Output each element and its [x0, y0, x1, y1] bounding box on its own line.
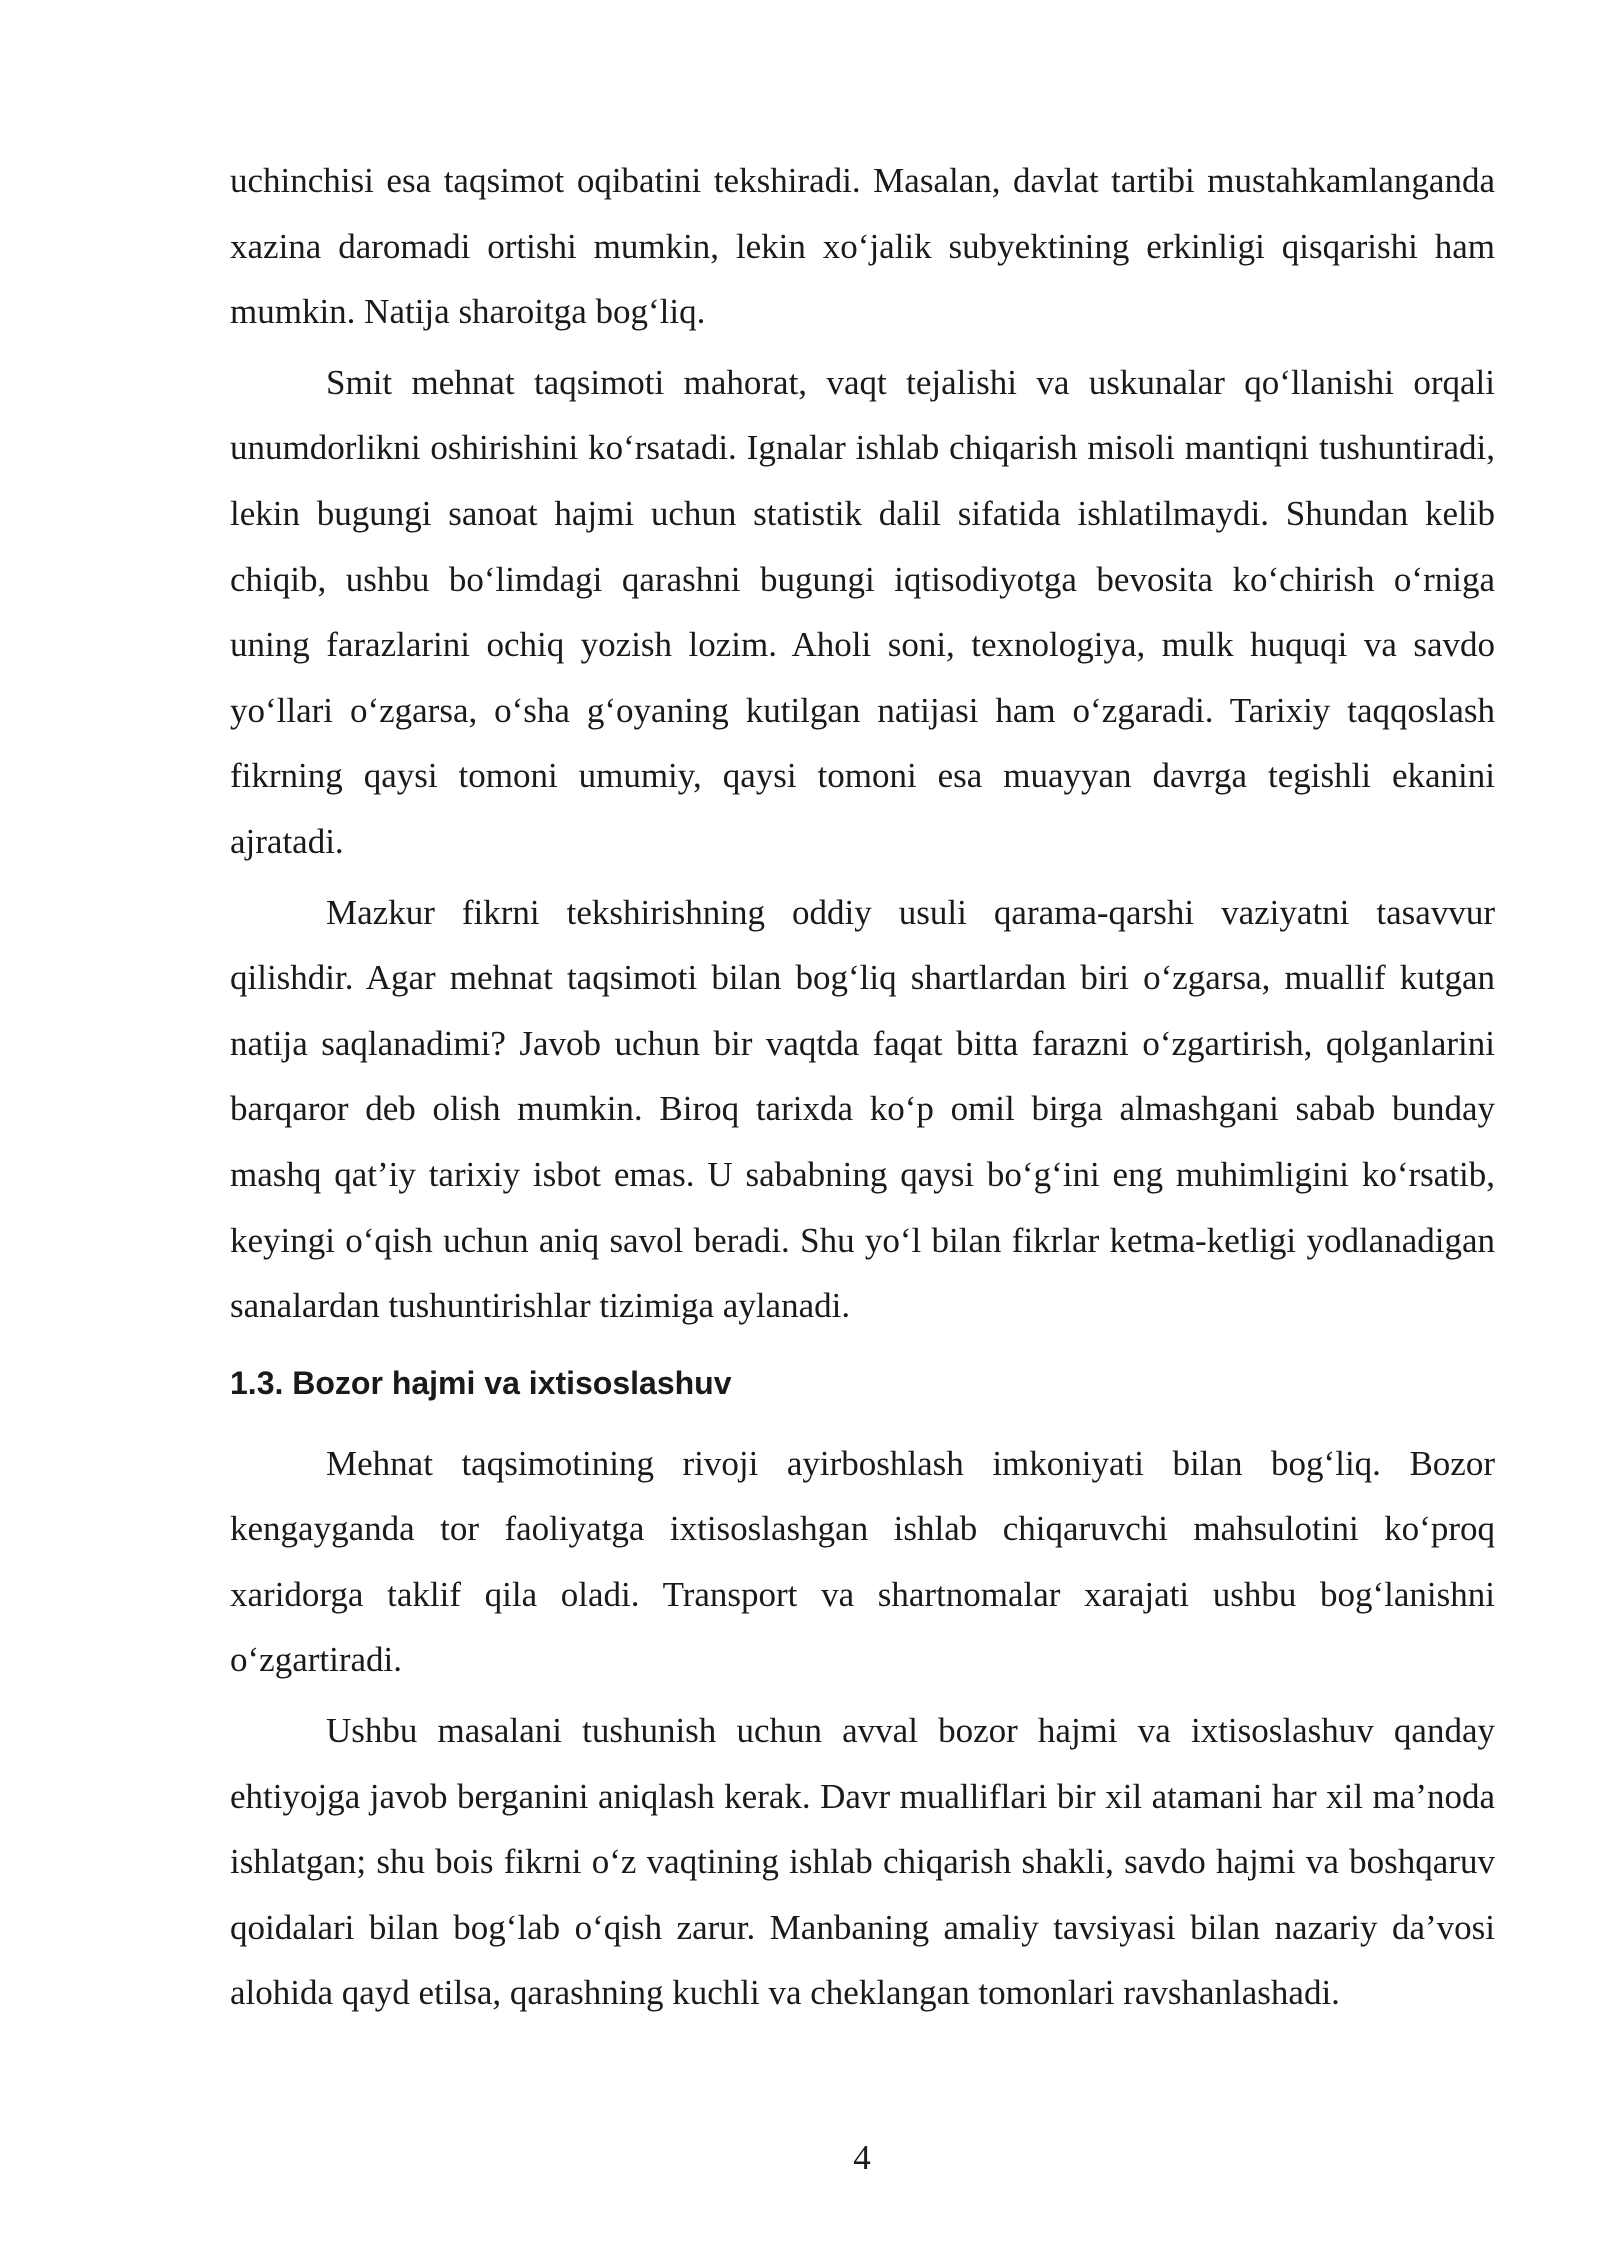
- paragraph-market-exchange: Mehnat taqsimotining rivoji ayirboshlash imkoniyati bilan bog‘liq. Bozor kengayganda tor faoliyatga ixtisoslashgan ishlab chiqaruvchi mahsulotini ko‘proq xaridorga taklif qila oladi. Transport va shartnomalar xarajati ushbu bog‘lanishni o‘zgartiradi.: [230, 1443, 1495, 1680]
- paragraph-market-size-context: Ushbu masalani tushunish uchun avval bozor hajmi va ixtisoslashuv qanday ehtiyojga javob berganini aniqlash kerak. Davr mualliflari bir xil atamani har xil ma’noda ishlatgan; shu bois fikrni o‘z vaqtining ishlab chiqarish shakli, savdo hajmi va boshqaruv qoidalari bilan bog‘lab o‘qish zarur. Manbaning amaliy tavsiyasi bilan nazariy da’vosi alohida qayd etilsa, qarashning kuchli va cheklangan tomonlari ravshanlashadi.: [230, 1711, 1495, 2013]
- paragraph-smith-division-of-labor: Smit mehnat taqsimoti mahorat, vaqt tejalishi va uskunalar qo‘llanishi orqali unumdorlikni oshirishini ko‘rsatadi. Ignalar ishlab chiqarish misoli mantiqni tushuntiradi, lekin bugungi sanoat hajmi uchun statistik dalil sifatida ishlatilmaydi. Shundan kelib chiqib, ushbu bo‘limdagi qarashni bugungi iqtisodiyotga bevosita ko‘chirish o‘rniga uning farazlarini ochiq yozish lozim. Aholi soni, texnologiya, mulk huquqi va savdo yo‘llari o‘zgarsa, o‘sha g‘oyaning kutilgan natijasi ham o‘zgaradi. Tarixiy taqqoslash fikrning qaysi tomoni umumiy, qaysi tomoni esa muayyan davrga tegishli ekanini ajratadi.: [230, 362, 1495, 861]
- section-heading: 1.3. Bozor hajmi va ixtisoslashuv: [230, 1364, 732, 1401]
- paragraph-counterfactual-method: Mazkur fikrni tekshirishning oddiy usuli qarama-qarshi vaziyatni tasavvur qilishdir. Agar mehnat taqsimoti bilan bog‘liq shartlardan biri o‘zgarsa, muallif kutgan natija saqlanadimi? Javob uchun bir vaqtda faqat bitta farazni o‘zgartirish, qolganlarini barqaror deb olish mumkin. Biroq tarixda ko‘p omil birga almashgani sabab bunday mashq qat’iy tarixiy isbot emas. U sababning qaysi bo‘g‘ini eng muhimligini ko‘rsatib, keyingi o‘qish uchun aniq savol beradi. Shu yo‘l bilan fikrlar ketma-ketligi yodlanadigan sanalardan tushuntirishlar tizimiga aylanadi.: [230, 892, 1495, 1326]
- page-body: [230, 148, 1495, 2031]
- paragraph-continuation: uchinchisi esa taqsimot oqibatini tekshiradi. Masalan, davlat tartibi mustahkamlanganda xazina daromadi ortishi mumkin, lekin xo‘jalik subyektining erkinligi qisqarishi ham mumkin. Natija sharoitga bog‘liq.: [230, 161, 1495, 332]
- page-number: 4: [853, 2138, 871, 2177]
